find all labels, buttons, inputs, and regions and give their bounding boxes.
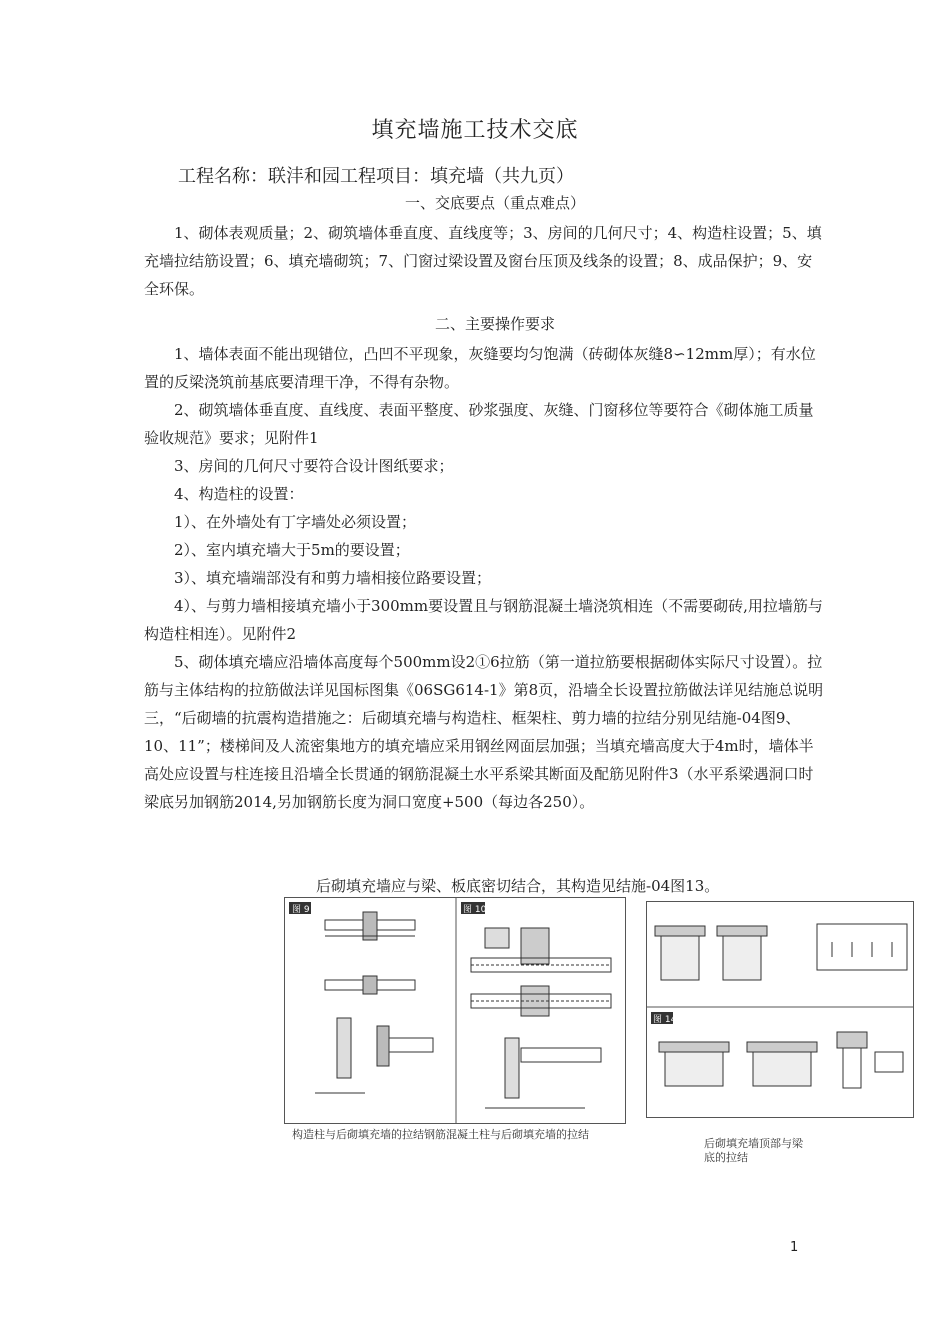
- fig10-label: 图 10: [463, 905, 487, 915]
- figure-13-14-drawing: [647, 902, 913, 1117]
- page-number: 1: [790, 1240, 799, 1255]
- paragraph-1: 1、墙体表面不能出现错位，凸凹不平现象，灰缝要均匀饱满（砖砌体灰缝8∽12mm厚）；有水位置的反梁浇筑前基底要清理干净，不得有杂物。: [144, 345, 816, 391]
- paragraph-2: 2、砌筑墙体垂直度、直线度、表面平整度、砂浆强度、灰缝、门窗移位等要符合《砌体施工质量验收规范》要求；见附件1: [144, 401, 814, 447]
- section1-text: 1、砌体表观质量；2、砌筑墙体垂直度、直线度等；3、房间的几何尺寸；4、构造柱设置；5、填充墙拉结筋设置；6、填充墙砌筑；7、门窗过梁设置及窗台压顶及线条的设置；8、成品保护；9、安全环保。: [144, 224, 822, 298]
- section2-heading: 二、主要操作要求: [434, 315, 555, 333]
- paragraph-4-1: 1）、在外墙处有丁字墙处必须设置；: [174, 513, 417, 531]
- fig9-label: 图 9: [292, 905, 310, 915]
- document-title: 填充墙施工技术交底: [371, 118, 579, 143]
- paragraph-4-3: 3）、填充墙端部没有和剪力墙相接位路要设置；: [174, 569, 492, 587]
- paragraph-4-4: 4）、与剪力墙相接填充墙小于300mm要设置且与钢筋混凝土墙浇筑相连（不需要砌砖,用拉墙筋与构造柱相连）。见附件2: [144, 597, 823, 643]
- fig14-label: 图 14: [653, 1015, 677, 1025]
- project-line: 工程名称：联沣和园工程项目：填充墙（共九页）: [178, 166, 574, 187]
- figure-right-caption: 后砌填充墙顶部与梁底的拉结: [704, 1137, 803, 1164]
- section1-heading: 一、交底要点（重点难点）: [404, 194, 585, 212]
- paragraph-4: 4、构造柱的设置：: [174, 485, 304, 503]
- figure-9-10: [284, 897, 626, 1124]
- paragraph-3: 3、房间的几何尺寸要符合设计图纸要求；: [174, 457, 454, 475]
- paragraph-5: 5、砌体填充墙应沿墙体高度每个500mm设2①6拉筋（第一道拉筋要根据砌体实际尺寸设置）。拉筋与主体结构的拉筋做法详见国标图集《06SG614-1》第8页，沿墙全长设置拉筋做法详见结施总说明三，“后砌墙的抗震构造措施之：后砌填充墙与构造柱、框架柱、剪力墙的拉结分别见结施-04图9、10、11”；楼梯间及人流密集地方的填充墙应采用钢丝网面层加强；当填充墙高度大于4m时，墙体半高处应设置与柱连接且沿墙全长贯通的钢筋混凝土水平系梁其断面及配筋见附件3（水平系梁遇洞口时梁底另加钢筋2014,另加钢筋长度为洞口宽度+500（每边各250）。: [144, 653, 824, 811]
- figure-intro: 后砌填充墙应与梁、板底密切结合，其构造见结施-04图13。: [316, 877, 720, 895]
- figure-13-14: [646, 901, 914, 1118]
- section1-body: [144, 219, 824, 303]
- figure-9-10-drawing: [285, 898, 625, 1123]
- section2-body: [144, 340, 824, 816]
- paragraph-4-2: 2）、室内填充墙大于5m的要设置；: [174, 541, 410, 559]
- figure-left-caption: 构造柱与后砌填充墙的拉结钢筋混凝土柱与后砌填充墙的拉结: [292, 1128, 589, 1141]
